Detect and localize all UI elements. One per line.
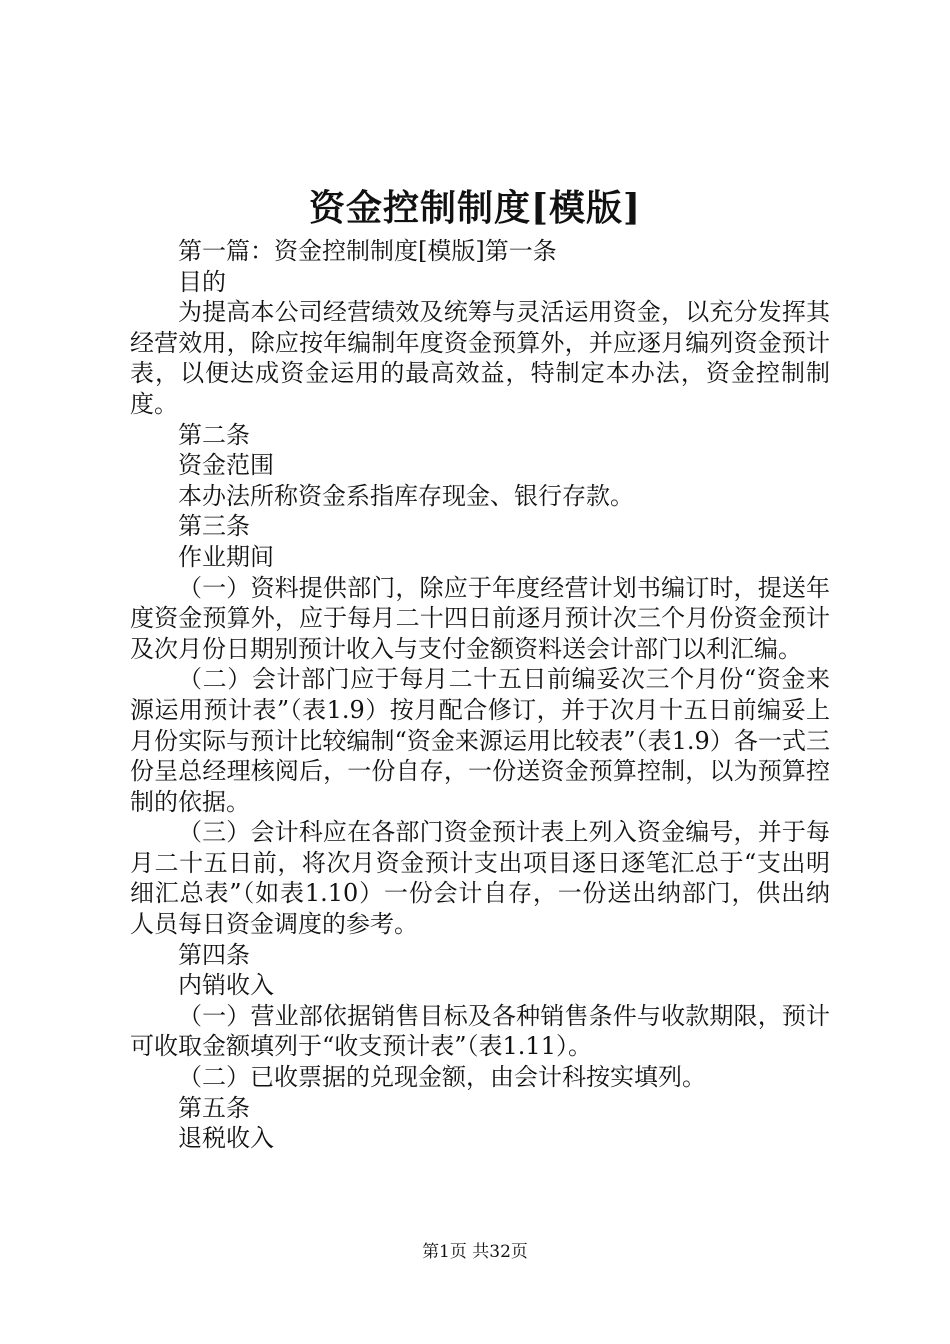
paragraph: 为提高本公司经营绩效及统筹与灵活运用资金，以充分发挥其经营效用，除应按年编制年度资金预算外，并应逐月编列资金预计表，以便达成资金运用的最高效益，特制定本办法，资金控制制度。 [130,298,830,418]
paragraph: （二）已收票据的兑现金额，由会计科按实填列。 [178,1063,706,1092]
paragraph: 第一篇：资金控制制度[模版]第一条 [178,237,557,265]
paragraph: （一）资料提供部门，除应于年度经营计划书编订时，提送年度资金预算外，应于每月二十四日前逐月预计次三个月份资金预计及次月份日期别预计收入与支付金额资料送会计部门以利汇编。 [130,573,830,663]
paragraph: 第二条 [178,420,250,449]
paragraph: 退税收入 [178,1124,274,1153]
paragraph: 目的 [178,267,226,296]
page-number-footer: 第1页 共32页 [422,1242,528,1262]
paragraph: 本办法所称资金系指库存现金、银行存款。 [178,481,634,510]
paragraph: 第四条 [178,940,250,969]
paragraph: （一）营业部依据销售目标及各种销售条件与收款期限，预计可收取金额填列于“收支预计表”（表1.11）。 [130,1001,830,1061]
document-title: 资金控制制度[模版] [308,187,642,229]
paragraph: 作业期间 [178,542,274,571]
paragraph: （三）会计科应在各部门资金预计表上列入资金编号，并于每月二十五日前，将次月资金预计支出项目逐日逐笔汇总于“支出明细汇总表”（如表1.10）一份会计自存，一份送出纳部门，供出纳人员每日资金调度的参考。 [130,818,830,939]
paragraph: 第五条 [178,1093,250,1122]
paragraph: 资金范围 [178,451,274,480]
document-body [130,236,830,1154]
paragraph: 内销收入 [178,971,274,1000]
paragraph: 第三条 [178,512,250,541]
paragraph: （二）会计部门应于每月二十五日前编妥次三个月份“资金来源运用预计表”（表1.9）按月配合修订，并于次月十五日前编妥上月份实际与预计比较编制“资金来源运用比较表”（表1.9）各一式三份呈总经理核阅后，一份自存，一份送资金预算控制，以为预算控制的依据。 [130,665,830,816]
